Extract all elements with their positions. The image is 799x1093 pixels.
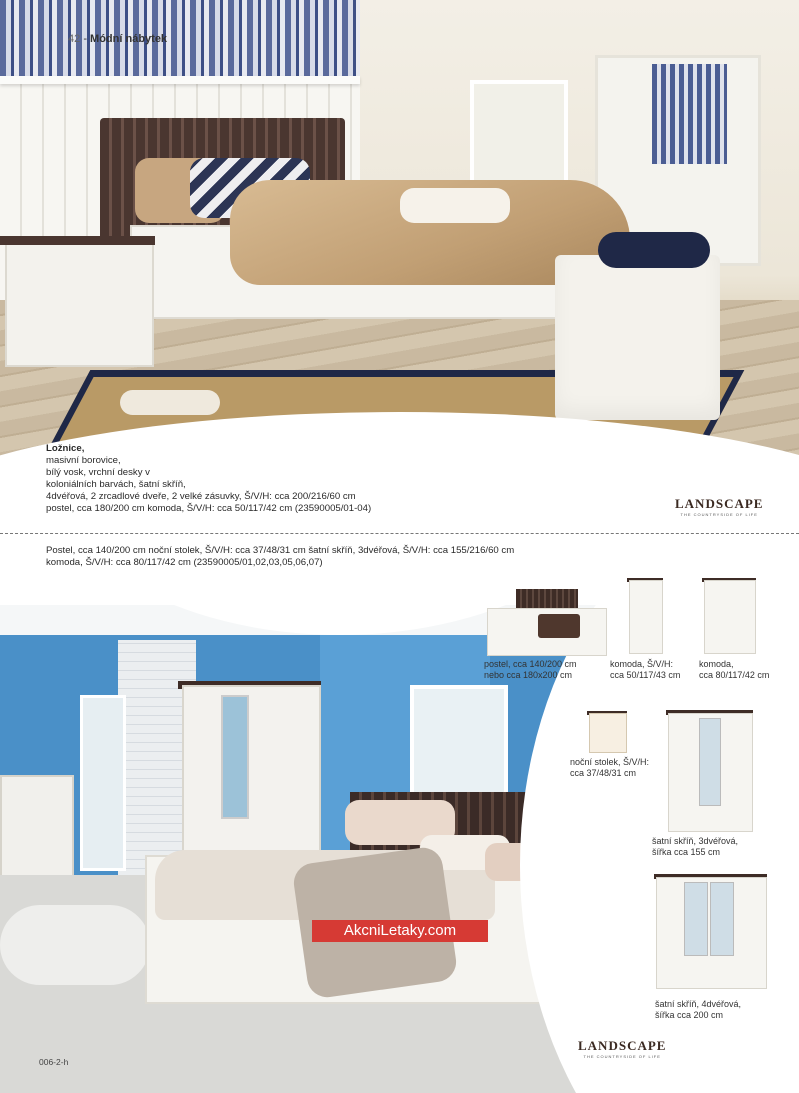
nightstand: [5, 238, 154, 367]
caption-line: komoda, Š/V/H:: [610, 659, 674, 669]
navy-bolster: [598, 232, 710, 268]
page-number: 42: [68, 33, 81, 45]
page-code: 006-2-h: [39, 1057, 69, 1067]
landscape-logo: [578, 1038, 666, 1059]
caption-line: postel, cca 140/200 cm: [484, 659, 577, 669]
slippers: [120, 390, 220, 415]
middle-description-line: Postel, cca 140/200 cm noční stolek, Š/V/H: cca 37/48/31 cm šatní skříň, 3dvéřová, Š/V/H: cca 155/216/60 cm: [46, 545, 515, 556]
top-description: [46, 443, 371, 515]
middle-description: [46, 545, 514, 569]
wardrobe-mirror: [710, 882, 734, 956]
wardrobe-mirror: [221, 695, 249, 819]
header-separator: -: [83, 33, 87, 45]
brand-name: LANDSCAPE: [578, 1038, 667, 1053]
bed-caption: [484, 659, 577, 681]
top-bedroom-photo: [0, 0, 799, 500]
komoda-large-thumbnail: [704, 580, 756, 654]
caption-line: komoda,: [699, 659, 734, 669]
section-title: Módní nábytek: [90, 33, 168, 45]
pillow: [400, 188, 510, 223]
komoda-small-caption: [610, 659, 680, 681]
description-line: postel, cca 180/200 cm komoda, Š/V/H: cca 50/117/42 cm (23590005/01-04): [46, 503, 372, 514]
wardrobe-mirror: [684, 882, 708, 956]
dashed-divider: [0, 533, 799, 534]
watermark-banner: AkcniLetaky.com: [312, 920, 488, 942]
window: [80, 695, 126, 871]
brand-name: LANDSCAPE: [675, 496, 764, 511]
caption-line: nebo cca 180x200 cm: [484, 670, 573, 680]
caption-line: šatní skříň, 3dvéřová,: [652, 836, 739, 846]
wardrobe-3door-caption: [652, 836, 738, 858]
wardrobe-mirror-reflection: [652, 64, 727, 164]
caption-line: šířka cca 200 cm: [655, 1010, 724, 1020]
wardrobe-mirror: [699, 718, 721, 806]
description-title: Ložnice,: [46, 443, 85, 454]
brand-tagline: THE COUNTRYSIDE OF LIFE: [680, 512, 758, 517]
description-line: koloniálních barvách, šatní skříň,: [46, 479, 186, 490]
caption-line: cca 80/117/42 cm: [699, 670, 770, 680]
caption-line: šatní skříň, 4dvéřová,: [655, 999, 742, 1009]
bed-thumbnail-headboard: [516, 589, 578, 609]
middle-description-line: komoda, Š/V/H: cca 80/117/42 cm (23590005/01,02,03,05,06,07): [46, 557, 323, 568]
wardrobe-4door-caption: [655, 999, 741, 1021]
carpet: [0, 905, 150, 985]
komoda-small-thumbnail: [629, 580, 663, 654]
wall-shelf: [0, 76, 360, 84]
wardrobe: [182, 685, 321, 869]
nightstand-top: [0, 236, 155, 245]
nightstand-caption: [570, 757, 649, 779]
bed-thumbnail-cover: [538, 614, 580, 638]
nightstand-thumbnail: [589, 713, 627, 753]
page-header: [68, 33, 167, 45]
caption-line: noční stolek, Š/V/H:: [570, 757, 650, 767]
description-line: bílý vosk, vrchní desky v: [46, 467, 150, 478]
caption-line: cca 50/117/43 cm: [610, 670, 681, 680]
caption-line: cca 37/48/31 cm: [570, 768, 637, 778]
komoda-large-caption: [699, 659, 769, 681]
caption-line: šířka cca 155 cm: [652, 847, 721, 857]
brand-tagline: THE COUNTRYSIDE OF LIFE: [583, 1054, 661, 1059]
landscape-logo: [675, 496, 763, 517]
description-line: 4dvéřová, 2 zrcadlové dveře, 2 velké zásuvky, Š/V/H: cca 200/216/60 cm: [46, 491, 356, 502]
description-line: masivní borovice,: [46, 455, 121, 466]
storage-bench: [555, 255, 720, 420]
